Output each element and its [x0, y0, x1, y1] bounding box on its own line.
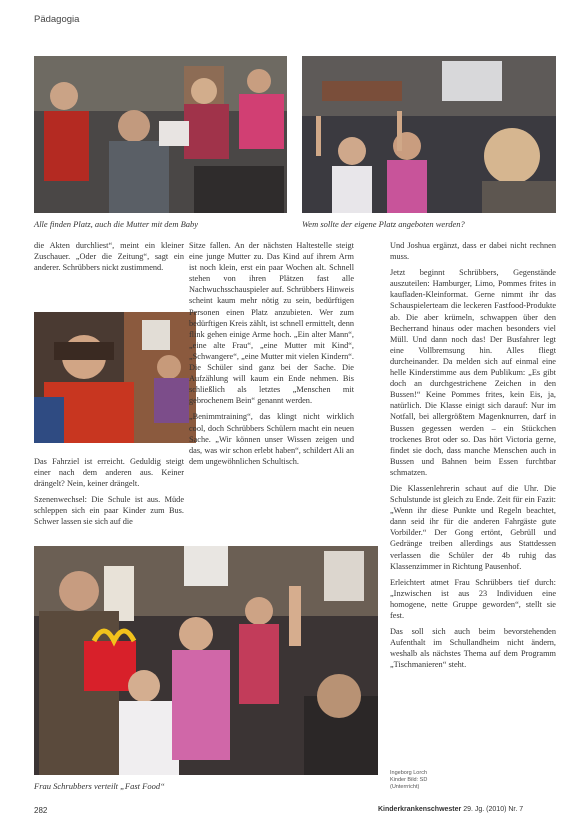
- paragraph: die Akten durchliest“, meint ein kleiner Zuschauer. „Oder die Zeitung“, sagt ein anderer. Schrübbers nickt zustimmend.: [34, 241, 184, 273]
- paragraph: Sitze fallen. An der nächsten Haltestelle steigt eine junge Mutter zu. Das Kind auf ihrem Arm ist noch klein, erst ein paar Wochen alt. Schnell stehen von ihren Plätzen fast alle Nachwuchsschauspieler auf. Schrübbers Hinweis scheint kaum mehr nötig zu sein, bedürftigen Personen einen Platz anzubieten. Wer zum bedürftigen Kreis zählt, ist schnell ermittelt, denn flink gehen einige Arme hoch. „Ein alter Mann“, „eine alte Frau“, „eine Mutter mit Kind“, „Schwangere“, „eine Mutter mit vielen Kindern“. Die Schüler sind ganz bei der Sache. Die Aufzählung will kaum ein Ende nehmen. Bis schließlich als letztes „Menschen mit gebrochenem Bein“ genannt werden.: [189, 241, 354, 406]
- footer-magazine: [378, 806, 523, 813]
- credit-line: Ingeborg Lorch: [390, 770, 427, 776]
- caption-top-right: Wem sollte der eigene Platz angeboten werden?: [302, 219, 465, 229]
- paragraph: Das Fahrziel ist erreicht. Geduldig steigt einer nach dem anderen aus. Keiner drängelt? Nein, keiner drängelt.: [34, 457, 184, 489]
- page-number: 282: [34, 806, 48, 815]
- magazine-issue: 29. Jg. (2010) Nr. 7: [463, 806, 524, 813]
- column-3: [390, 240, 556, 675]
- caption-bottom: Frau Schrubbers verteilt „Fast Food“: [34, 781, 165, 791]
- credit-line: Kinder Bild: SD: [390, 777, 428, 783]
- photo-boy-in-bus: [34, 312, 196, 443]
- photo-fast-food: [34, 546, 378, 775]
- paragraph: Erleichtert atmet Frau Schrübbers tief durch: „Inzwischen ist aus 23 Individuen eine homogene, nette Gruppe geworden“, stellt sie fest.: [390, 577, 556, 620]
- paragraph: Und Joshua ergänzt, dass er dabei nicht rechnen muss.: [390, 241, 556, 262]
- column-1-top: [34, 240, 184, 278]
- photo-raised-hands: [302, 56, 556, 213]
- paragraph: Jetzt beginnt Schrübbers, Gegenstände auszuteilen: Hamburger, Limo, Pommes frites in kaufladen-Kleinformat. Gerne nimmt ihr das Schauspielerteam die leckeren Fastfood-Produkte ab. Die aber krümeln, schwappen über den Becherrand hinaus oder machen besonders viel Müll. Und dann noch das! Der Busfahrer legt eine Vollbremsung hin. Alles fliegt durcheinander. Da melden sich auf einmal eine helle Kinderstimme aus dem Publikum: „Es gibt doch an durchgestrichene Zeichen in den Bussen!“ Keine Pommes frites, kein Eis, ja, natürlich. Die Klasse einigt sich darauf: Nur im Notfall, bei allergrößtem Magenknurren, darf in Bussen gegessen werden – ein Stückchen trockenes Brot oder so. Das hört Victoria gerne, findet sie doch, dass manche Menschen auch in Bussen und Bahnen beim Essen furchtbar schmatzen.: [390, 268, 556, 477]
- photo-children-classroom: [34, 56, 287, 213]
- magazine-title: Kinderkrankenschwester: [378, 806, 462, 813]
- paragraph: Die Klassenlehrerin schaut auf die Uhr. Die Schulstunde ist gleich zu Ende. Zeit für ein Fazit: „Wenn ihr diese Punkte und Regeln beachtet, dann seid ihr für die anderen Fahrgäste gute Vorbilder.“ Der Gong ertönt, Gebrüll und Gedränge treiben allerdings aus Stattdessen verlassen die Schüler der 4b ruhig das Klassenzimmer in Richtung Pausenhof.: [390, 483, 556, 571]
- credit-line: (Unterrricht): [390, 784, 420, 790]
- paragraph: Das soll sich auch beim bevorstehenden Aufenthalt im Schullandheim nicht ändern, weshalb als nächstes Thema auf dem Programm „Tischmanieren“ steht.: [390, 627, 556, 670]
- section-header: Pädagogia: [34, 14, 80, 25]
- paragraph: „Benimmtraining“, das klingt nicht wirklich cool, doch Schrübbers Schülern macht ein neuen Sache. „Wir können unser Wissen zeigen und das, was wir schon erlebt haben“, schildert Ali an dem ungewöhnlichen Schultisch.: [189, 412, 354, 466]
- column-1-bottom: [34, 456, 184, 533]
- paragraph: Szenenwechsel: Die Schule ist aus. Müde schleppen sich ein paar Kinder zum Bus. Schwer lassen sie sich auf die: [34, 495, 184, 527]
- caption-top-left: Alle finden Platz, auch die Mutter mit dem Baby: [34, 219, 199, 229]
- column-2: [189, 240, 354, 472]
- credit-note: [390, 770, 460, 791]
